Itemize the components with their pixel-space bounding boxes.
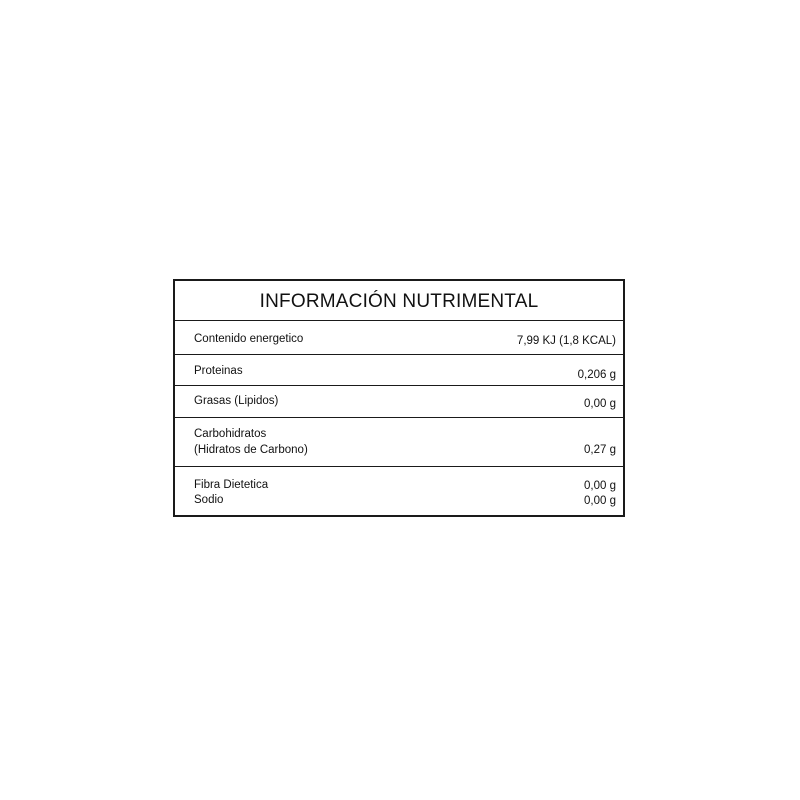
row-label-carbs: Carbohidratos (194, 428, 267, 440)
table-title: INFORMACIÓN NUTRIMENTAL (175, 281, 623, 321)
table-row-protein (175, 355, 623, 386)
nutrition-table (173, 279, 625, 517)
row-label-sodium: Sodio (194, 494, 224, 506)
table-row-fats (175, 386, 623, 418)
row-value-fats: 0,00 g (584, 398, 616, 410)
row-label-energy: Contenido energetico (194, 333, 304, 345)
row-value-protein: 0,206 g (577, 369, 616, 381)
table-row-energy (175, 321, 623, 355)
row-label-protein: Proteinas (194, 365, 243, 377)
row-label-fiber: Fibra Dietetica (194, 479, 269, 491)
row-value-energy: 7,99 KJ (1,8 KCAL) (516, 335, 616, 347)
table-row-fiber-sodium (175, 467, 623, 515)
table-row-carbs (175, 418, 623, 467)
row-value-sodium: 0,00 g (584, 495, 616, 507)
row-value-fiber: 0,00 g (584, 480, 616, 492)
row-value-carbs: 0,27 g (584, 444, 616, 456)
row-label-carbs-detail: (Hidratos de Carbono) (194, 444, 308, 456)
row-label-fats: Grasas (Lipidos) (194, 395, 279, 407)
